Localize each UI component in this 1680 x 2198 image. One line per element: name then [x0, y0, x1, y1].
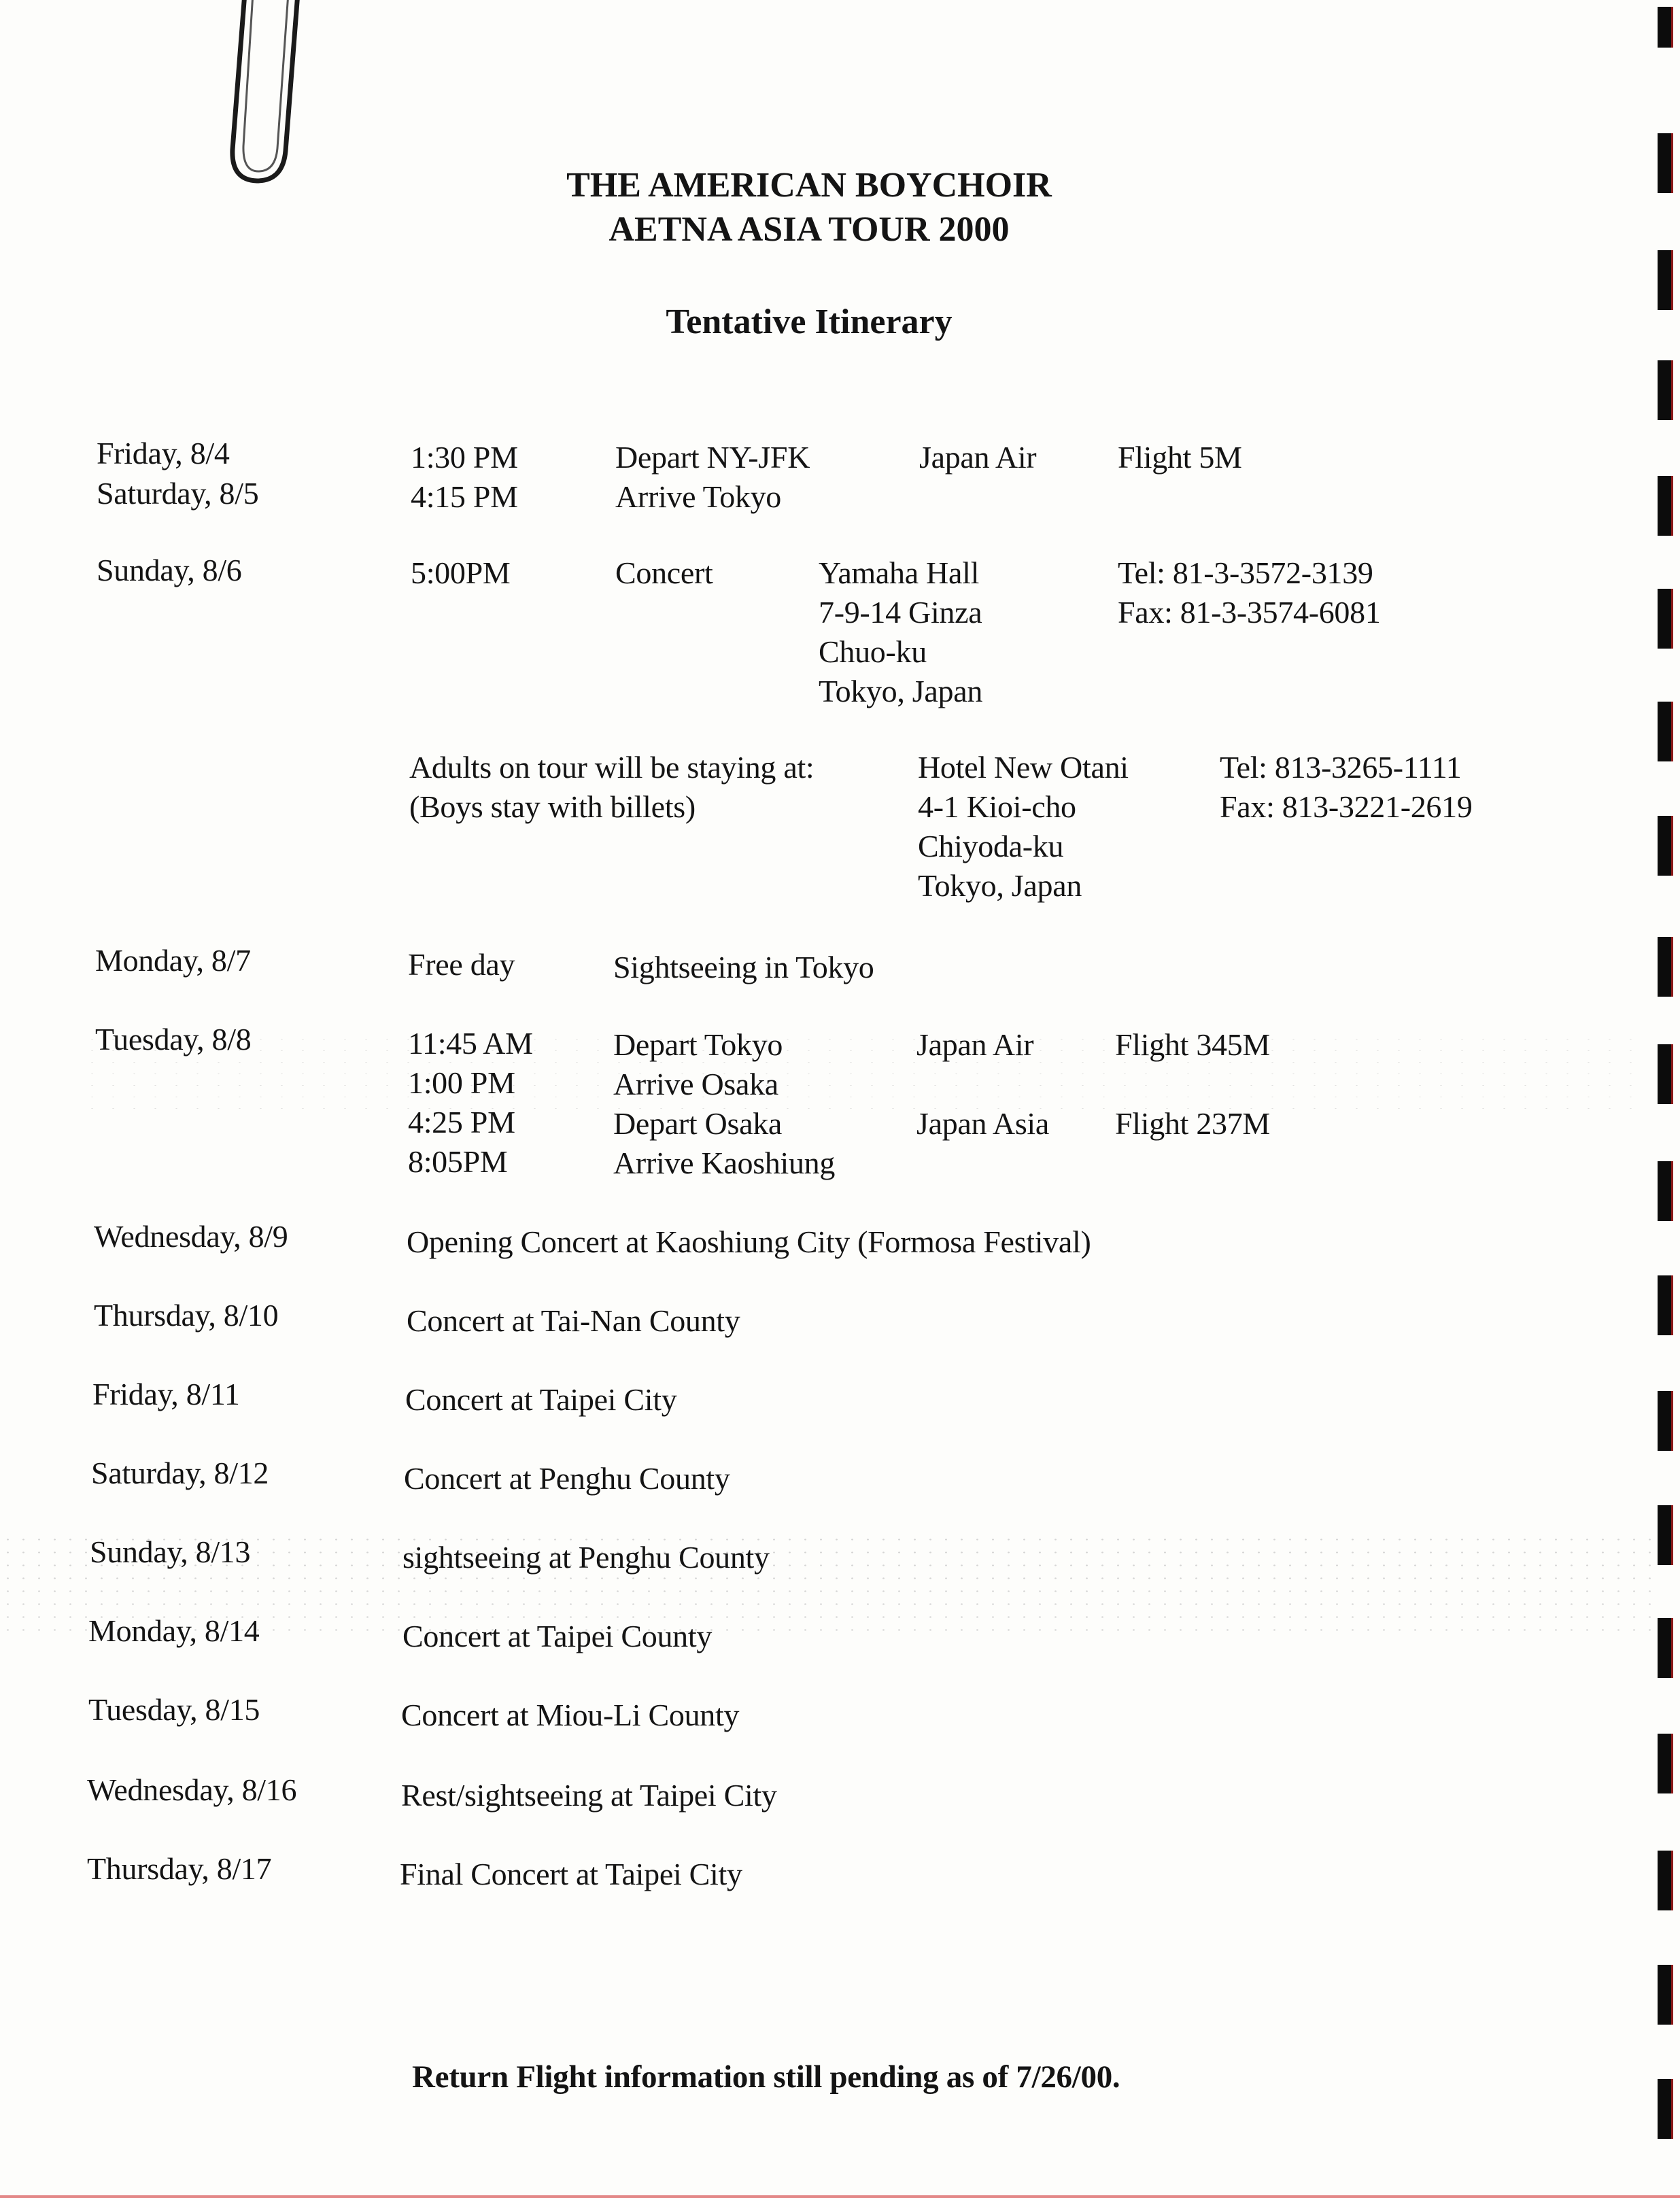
day-label: Monday, 8/14 — [88, 1613, 260, 1648]
document-subtitle: Tentative Itinerary — [666, 303, 953, 341]
spiral-binding — [1658, 0, 1680, 2198]
page-edge — [0, 2195, 1680, 2198]
event-text: Concert at Miou-Li County — [401, 1698, 740, 1732]
footer-note: Return Flight information still pending as of 7/26/00. — [412, 2059, 1120, 2095]
event-text: Concert at Taipei County — [402, 1619, 713, 1653]
hotel-contact: Tel: 813-3265-1111 Fax: 813-3221-2619 — [1220, 750, 1473, 824]
event-text: Concert at Tai-Nan County — [407, 1303, 740, 1338]
event-text: Depart NY-JFK — [615, 440, 810, 475]
event-text: Concert at Penghu County — [404, 1461, 730, 1496]
day-label: Thursday, 8/10 — [94, 1298, 279, 1333]
event-text: Concert — [615, 555, 713, 590]
day-label: Sunday, 8/6 — [97, 553, 242, 587]
day-label: Thursday, 8/17 — [87, 1851, 272, 1886]
day-label: Sunday, 8/13 — [90, 1534, 251, 1569]
day-label: Tuesday, 8/15 — [88, 1692, 260, 1727]
time-value: 1:30 PM — [411, 440, 518, 475]
airline-text: Japan Air — [916, 1027, 1034, 1062]
document-title: THE AMERICAN BOYCHOIR — [566, 166, 1052, 205]
time-value: 4:15 PM — [411, 479, 518, 514]
lodging-note: Adults on tour will be staying at: (Boys stay with billets) — [409, 750, 815, 824]
event-text: Concert at Taipei City — [405, 1382, 677, 1417]
time-value: 11:45 AM 1:00 PM 4:25 PM 8:05PM — [408, 1026, 533, 1179]
day-label: Monday, 8/7 — [95, 943, 251, 978]
event-text: sightseeing at Penghu County — [402, 1540, 770, 1575]
venue-address: Yamaha Hall 7-9-14 Ginza Chuo-ku Tokyo, Japan — [819, 555, 983, 708]
flight-number: Flight 5M — [1118, 440, 1242, 475]
event-text: Opening Concert at Kaoshiung City (Formosa Festival) — [407, 1224, 1091, 1259]
flight-number: Flight 237M — [1115, 1106, 1271, 1141]
airline-text: Japan Asia — [916, 1106, 1050, 1141]
day-label: Tuesday, 8/8 — [95, 1022, 252, 1057]
event-text: Sightseeing in Tokyo — [613, 950, 874, 984]
flight-number: Flight 345M — [1115, 1027, 1271, 1062]
event-text: Depart Tokyo Arrive Osaka Depart Osaka Arrive Kaoshiung — [613, 1027, 836, 1180]
time-value: 5:00PM — [411, 555, 511, 590]
event-text: Arrive Tokyo — [615, 479, 782, 514]
venue-contact: Tel: 81-3-3572-3139 Fax: 81-3-3574-6081 — [1118, 555, 1381, 630]
document-title-tour: AETNA ASIA TOUR 2000 — [608, 210, 1010, 249]
day-label: Friday, 8/11 — [92, 1377, 240, 1411]
day-label: Wednesday, 8/9 — [94, 1219, 288, 1254]
event-text: Final Concert at Taipei City — [400, 1857, 742, 1891]
day-label: Saturday, 8/12 — [91, 1456, 269, 1490]
event-text: Rest/sightseeing at Taipei City — [401, 1778, 777, 1813]
day-label: Saturday, 8/5 — [97, 476, 259, 511]
day-label: Friday, 8/4 — [97, 436, 230, 470]
airline-text: Japan Air — [919, 440, 1037, 475]
time-value: Free day — [408, 947, 515, 982]
scan-noise — [82, 1033, 1645, 1115]
day-label: Wednesday, 8/16 — [87, 1772, 297, 1807]
hotel-address: Hotel New Otani 4-1 Kioi-cho Chiyoda-ku Tokyo, Japan — [918, 750, 1129, 903]
